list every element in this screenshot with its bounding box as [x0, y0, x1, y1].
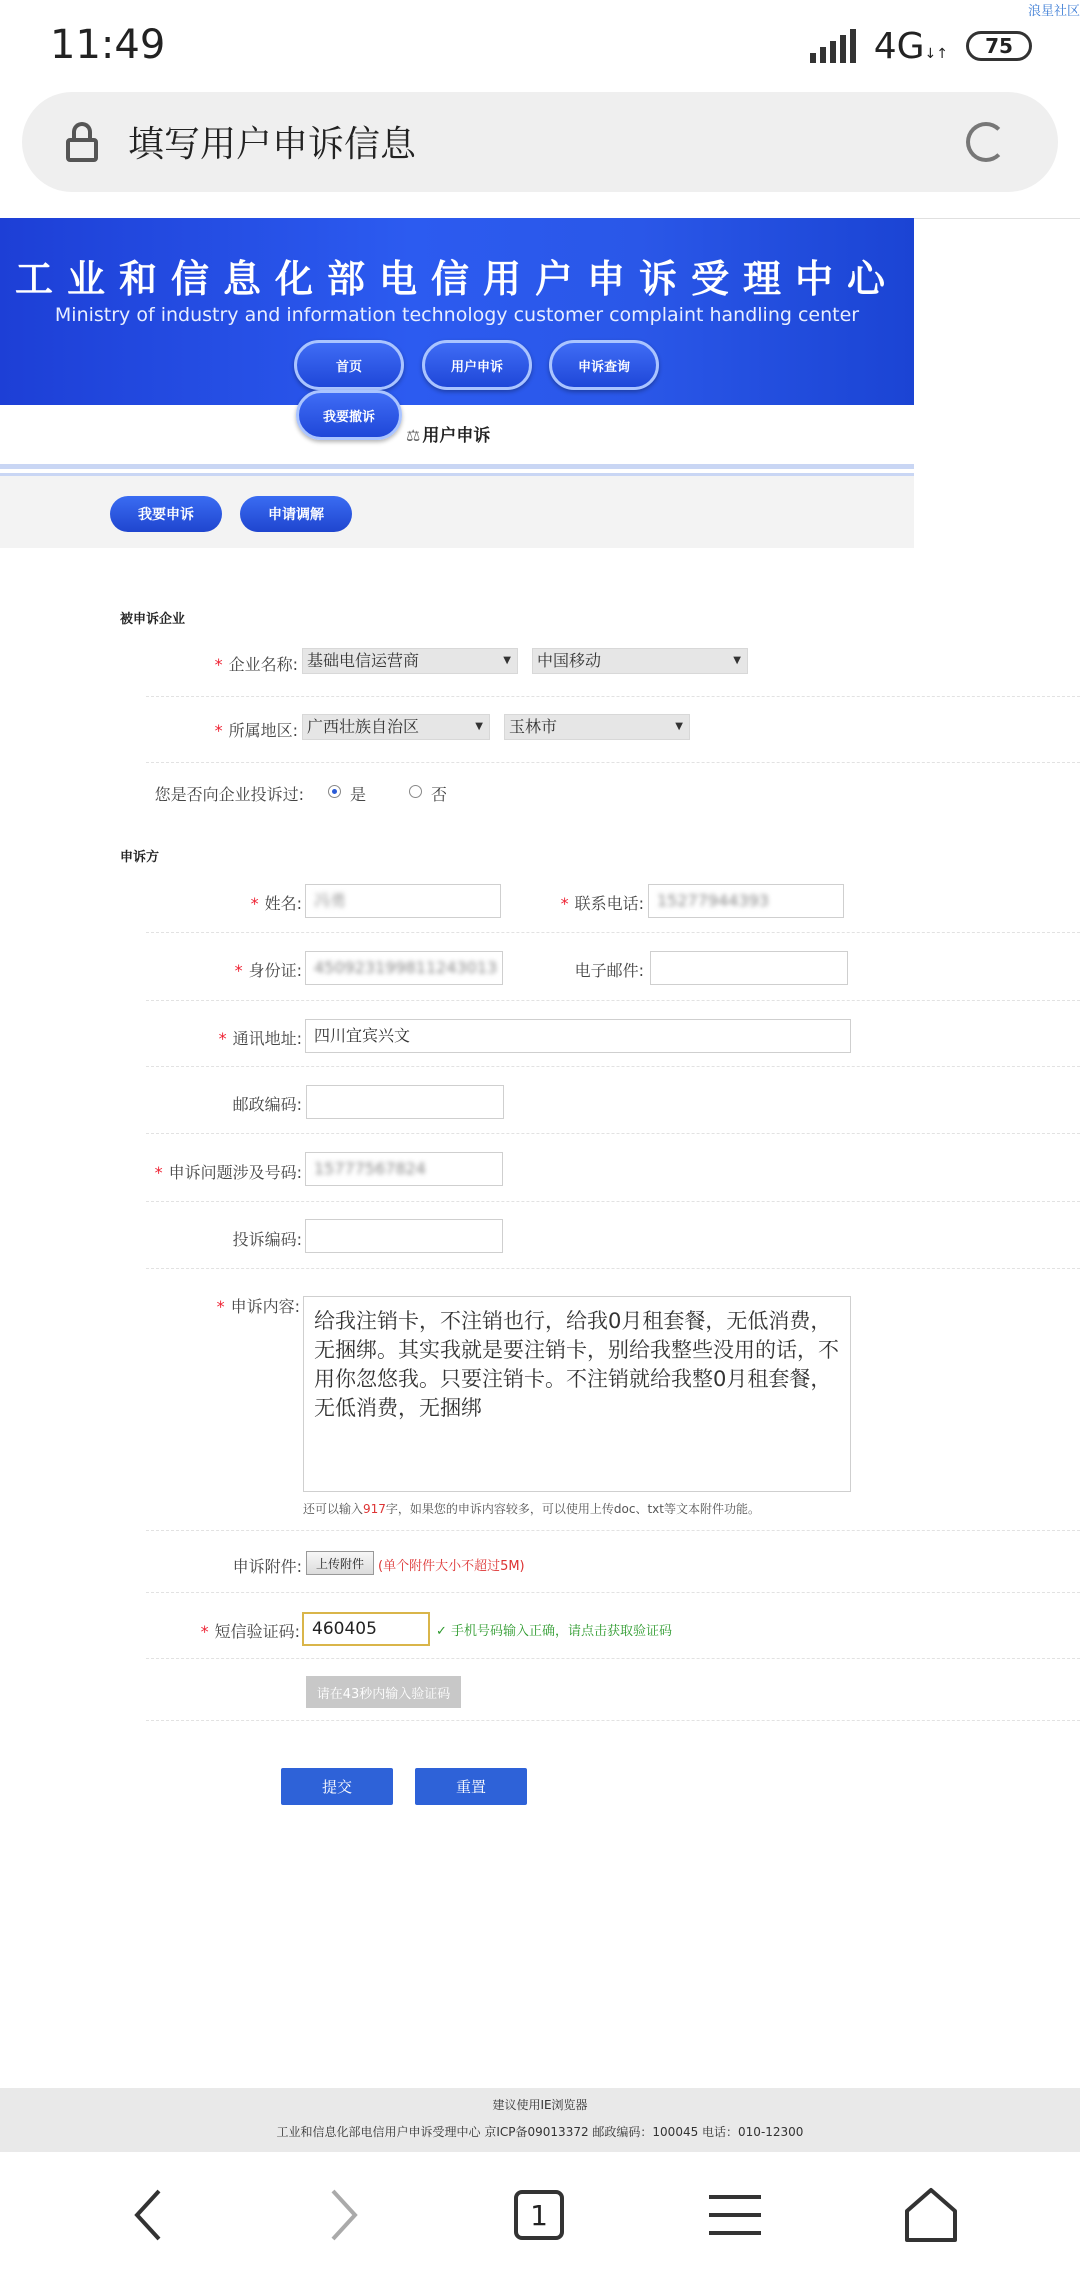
row-divider — [146, 696, 1080, 697]
company-select[interactable]: 中国移动 ▼ — [532, 648, 748, 674]
address-label: * 通讯地址: — [218, 1029, 302, 1048]
page-title: 填写用户申诉信息 — [128, 124, 417, 165]
menu-icon[interactable] — [702, 2182, 768, 2248]
number-label: * 申诉问题涉及号码: — [154, 1163, 302, 1182]
banner-title: 工业和信息化部电信用户申诉受理中心 — [14, 257, 899, 301]
row-divider — [146, 1720, 1080, 1721]
char-count-hint: 还可以输入917字，如果您的申诉内容较多，可以使用上传doc、txt等文本附件功能。 — [303, 1502, 760, 1516]
divider-bar — [0, 464, 914, 469]
row-divider — [146, 1592, 1080, 1593]
battery-icon: 75 — [966, 31, 1032, 61]
submit-button[interactable]: 提交 — [281, 1768, 393, 1805]
content-label: * 申诉内容: — [216, 1297, 300, 1316]
complained-before-label: 您是否向企业投诉过: — [154, 785, 304, 804]
sms-code-input[interactable]: 460405 — [302, 1612, 430, 1646]
complaint-code-input[interactable] — [305, 1219, 503, 1253]
content-textarea[interactable]: 给我注销卡，不注销也行，给我0月租套餐，无低消费，无捆绑。其实我就是要注销卡，别给我整些没用的话，不用你忽悠我。只要注销卡。不注销就给我整0月租套餐，无低消费，无捆绑 — [303, 1296, 851, 1492]
postcode-input[interactable] — [306, 1085, 504, 1119]
name-label: * 姓名: — [250, 894, 302, 913]
check-icon: ✓ — [436, 1624, 447, 1639]
upload-note: (单个附件大小不超过5M) — [378, 1559, 525, 1574]
corner-watermark: 浪星社区 — [1027, 4, 1080, 19]
tab-request-mediation[interactable]: 申请调解 — [240, 496, 352, 532]
verify-message: ✓ 手机号码输入正确，请点击获取验证码 — [436, 1624, 673, 1639]
footer-browser-note: 建议使用IE浏览器 — [492, 2098, 588, 2112]
row-divider — [146, 1066, 1080, 1067]
get-code-button[interactable]: 请在43秒内输入验证码 — [306, 1676, 461, 1708]
tab-file-complaint[interactable]: 我要申诉 — [110, 496, 222, 532]
postcode-label: 邮政编码: — [232, 1095, 302, 1114]
footer-info: 工业和信息化部电信用户申诉受理中心 京ICP备09013372 邮政编码：100045 电话：010-12300 — [276, 2125, 804, 2139]
radio-yes[interactable] — [328, 785, 341, 798]
row-divider — [146, 1201, 1080, 1202]
attachment-label: 申诉附件: — [232, 1557, 302, 1576]
row-divider — [146, 1000, 1080, 1001]
page-footer — [0, 2088, 1080, 2152]
row-divider — [146, 1530, 1080, 1531]
email-label: 电子邮件: — [574, 961, 644, 980]
signal-icon — [810, 29, 856, 63]
region-label: * 所属地区: — [214, 721, 298, 740]
lock-icon — [66, 122, 98, 162]
row-divider — [146, 1658, 1080, 1659]
reset-button[interactable]: 重置 — [415, 1768, 527, 1805]
browser-bottom-nav — [0, 2152, 1080, 2280]
company-name-label: * 企业名称: — [214, 655, 298, 674]
row-divider — [146, 1133, 1080, 1134]
email-input[interactable] — [650, 951, 848, 985]
tabs-icon[interactable]: 1 — [506, 2182, 572, 2248]
reload-icon[interactable] — [966, 122, 1006, 162]
city-select[interactable]: 玉林市 ▼ — [504, 714, 690, 740]
row-divider — [146, 762, 1080, 763]
phone-label: * 联系电话: — [560, 894, 644, 913]
status-time: 11:49 — [50, 22, 166, 68]
row-divider — [146, 932, 1080, 933]
banner-subtitle: Ministry of industry and information technology customer complaint handling center — [54, 304, 860, 326]
address-bar[interactable] — [22, 92, 1058, 192]
home-icon[interactable] — [898, 2182, 964, 2248]
forward-icon[interactable] — [310, 2182, 376, 2248]
nav-complaint-button[interactable]: 用户申诉 — [422, 340, 532, 390]
nav-withdraw-button[interactable]: 我要撤诉 — [296, 390, 402, 440]
sms-code-label: * 短信验证码: — [200, 1622, 300, 1641]
section-heading: ⚖ 用户申诉 — [406, 426, 491, 446]
number-input[interactable]: 15777567824 — [305, 1152, 503, 1186]
id-label: * 身份证: — [234, 961, 302, 980]
back-icon[interactable] — [116, 2182, 182, 2248]
company-type-select[interactable]: 基础电信运营商 ▼ — [302, 648, 518, 674]
section-title-company: 被申诉企业 — [120, 612, 186, 627]
name-input[interactable]: 冯勇 — [305, 884, 501, 918]
status-bar — [0, 0, 1080, 90]
section-title-complainant: 申诉方 — [120, 850, 160, 865]
scale-icon: ⚖ — [406, 426, 421, 445]
radio-no-label: 否 — [431, 785, 448, 804]
radio-yes-label: 是 — [350, 785, 367, 804]
network-type: 4G↓↑ — [873, 25, 948, 67]
radio-no[interactable] — [409, 785, 422, 798]
phone-input[interactable]: 15277944393 — [648, 884, 844, 918]
upload-button[interactable]: 上传附件 — [306, 1551, 374, 1575]
nav-home-button[interactable]: 首页 — [294, 340, 404, 390]
tab-bar — [0, 476, 914, 548]
complaint-code-label: 投诉编码: — [232, 1230, 302, 1249]
status-indicators — [810, 26, 1032, 66]
province-select[interactable]: 广西壮族自治区 ▼ — [302, 714, 490, 740]
row-divider — [146, 1268, 1080, 1269]
id-input[interactable]: 450923199811243013 — [305, 951, 503, 985]
address-input[interactable]: 四川宜宾兴文 — [305, 1019, 851, 1053]
nav-query-button[interactable]: 申诉查询 — [549, 340, 659, 390]
